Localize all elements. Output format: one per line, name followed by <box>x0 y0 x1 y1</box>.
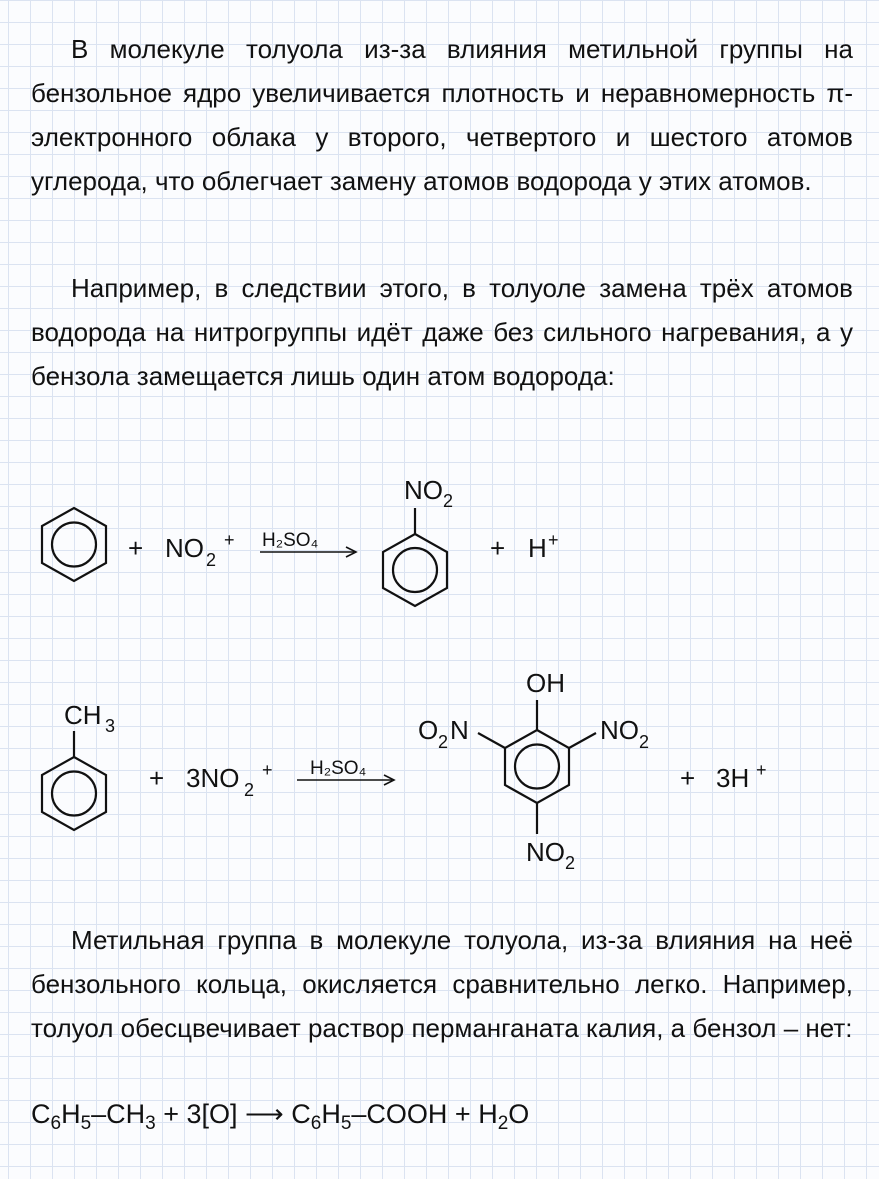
reagent-nitronium <box>165 530 235 570</box>
benzene-ring <box>42 508 106 581</box>
paragraph-nitration-intro: Например, в следствии этого, в толуоле замена трёх атомов водорода на нитрогруппы идёт даже без сильного нагревания, а у бензола замещается лишь один атом водорода: <box>31 273 853 391</box>
svg-text:2: 2 <box>565 853 576 873</box>
nitro-group-bottom-label <box>526 837 575 873</box>
svg-text:2: 2 <box>443 491 454 511</box>
catalyst-label: H₂SO₄ <box>262 530 319 551</box>
nitro-group-label <box>404 475 453 511</box>
svg-text:+: + <box>756 760 767 780</box>
trinitro-ring <box>478 700 596 834</box>
svg-text:+: + <box>548 530 559 550</box>
paragraph-oxidation: Метильная группа в молекуле толуола, из-за влияния на неё бензольного кольца, окисляется сравнительно легко. Например, толуол обесцвечивает раствор перманганата калия, а бензол – нет: <box>31 925 853 1043</box>
svg-text:NO: NO <box>526 837 565 867</box>
svg-text:NO: NO <box>404 475 443 505</box>
svg-text:H: H <box>528 533 547 563</box>
svg-text:+: + <box>262 760 273 780</box>
svg-text:+: + <box>224 530 235 550</box>
svg-text:CH: CH <box>64 700 102 730</box>
svg-text:2: 2 <box>438 732 449 752</box>
svg-text:N: N <box>450 715 469 745</box>
svg-text:NO: NO <box>600 715 639 745</box>
reaction-1-plus-2: + <box>490 533 506 563</box>
reaction-2-plus-2: + <box>680 763 696 793</box>
proton-byproduct <box>528 530 559 563</box>
toluene-ring <box>42 731 106 830</box>
oxidation-equation: $C_6H_5-CH_3 + 3[O]$ ⟶ $C_6H_5$–COOH + $H_2O$ <box>31 1099 530 1134</box>
svg-text:2: 2 <box>639 732 650 752</box>
svg-text:2: 2 <box>244 780 255 800</box>
reagent-nitronium-triple <box>186 760 273 800</box>
methyl-group-label <box>64 700 115 736</box>
svg-text:2: 2 <box>206 550 217 570</box>
svg-text:3H: 3H <box>716 763 750 793</box>
paragraph-toluene-density: В молекуле толуола из-за влияния метильной группы на бензольное ядро увеличивается плотность и неравномерность π-электронного облака у второго, четвертого и шестого атомов углерода, что облегчает замену атомов водорода у этих атомов. <box>31 34 853 196</box>
reaction-1-plus: + <box>128 533 144 563</box>
reaction-2-plus: + <box>149 763 165 793</box>
protons-byproduct <box>716 760 767 793</box>
reaction-2-arrow <box>297 758 394 785</box>
nitro-group-right-label <box>600 715 649 752</box>
catalyst-label-2: H₂SO₄ <box>310 758 367 779</box>
nitro-group-left-label <box>418 715 469 752</box>
svg-text:O: O <box>418 715 439 745</box>
hydroxyl-group-label: OH <box>526 668 565 698</box>
svg-text:3: 3 <box>105 716 116 736</box>
nitrobenzene-ring <box>383 508 447 606</box>
reaction-1-arrow <box>260 530 356 557</box>
svg-text:NO: NO <box>165 533 204 563</box>
svg-text:3NO: 3NO <box>186 763 240 793</box>
